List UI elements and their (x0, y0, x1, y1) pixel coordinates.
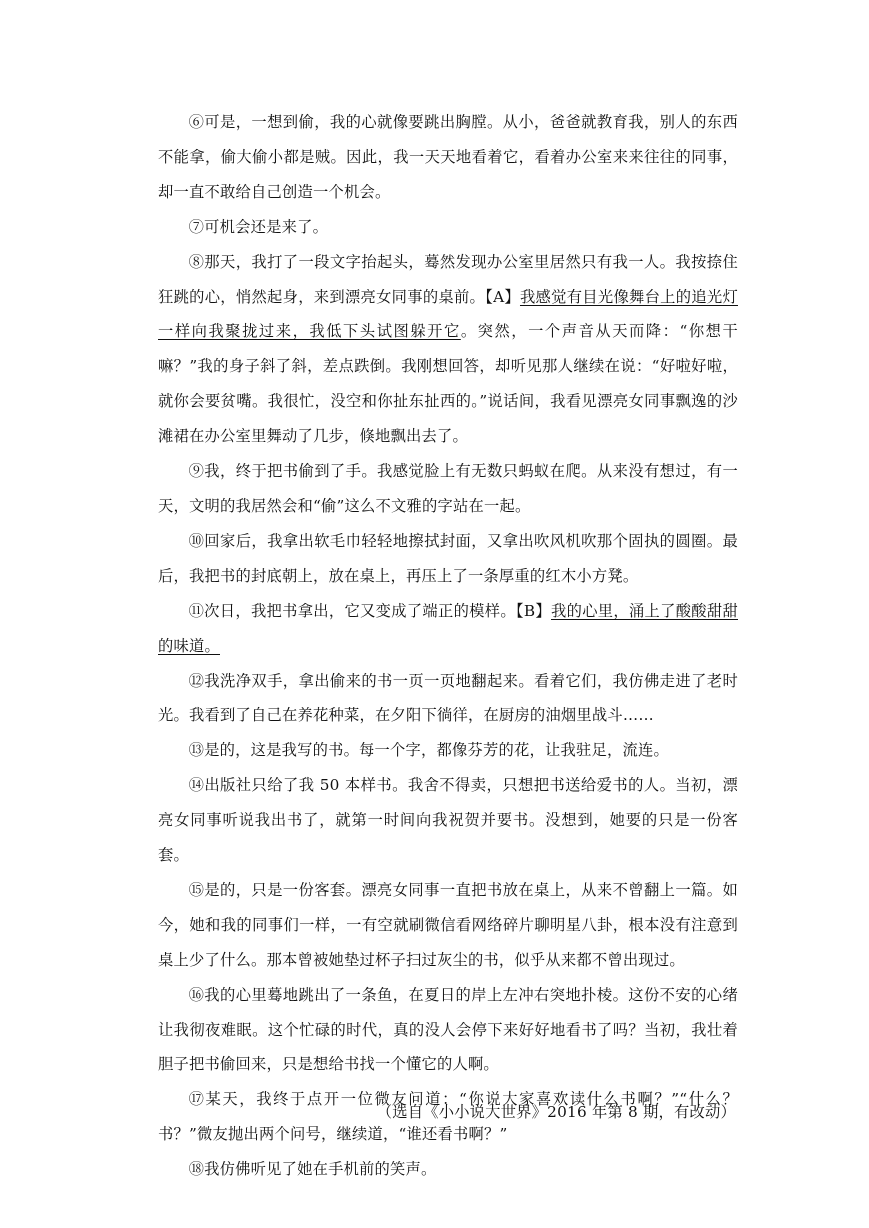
text-segment: ⑭出版社只给了我 50 本样书。我舍不得卖，只想把书送给爱书的人。当初，漂亮女同事听说我出书了，就第一时间向我祝贺并要书。没想到，她要的只是一份客套。 (158, 776, 738, 865)
article-body (158, 105, 738, 1187)
text-segment: 。突然，一个声音从天而降：“你想干嘛？”我的身子斜了斜，差点跌倒。我刚想回答，却听见那人继续在说：“好啦好啦，就你会要贫嘴。我很忙，没空和你扯东扯西的。”说话间，我看见漂亮女同事飘逸的沙滩裙在办公室里舞动了几步，倏地飘出去了。 (158, 322, 738, 446)
paragraph (158, 454, 738, 524)
text-segment: ⑥可是，一想到偷，我的心就像要跳出胸膛。从小，爸爸就教育我，别人的东西不能拿，偷大偷小都是贼。因此，我一天天地看着它，看着办公室来来往往的同事，却一直不敢给自己创造一个机会。 (158, 113, 738, 201)
paragraph (158, 733, 738, 768)
text-segment: ⑪次日，我把书拿出，它又变成了端正的模样。【B】 (188, 601, 552, 620)
paragraph (158, 594, 738, 664)
underlined-sentence: 我感觉有目光像舞台上的追光灯一样向我聚拢过来，我低下头试图躲开它 (158, 287, 738, 341)
paragraph (158, 873, 738, 978)
paragraph (158, 768, 738, 873)
text-segment: ⑱我仿佛听见了她在手机前的笑声。 (188, 1160, 437, 1179)
paragraph (158, 1152, 738, 1187)
text-segment: ⑧那天，我打了一段文字抬起头，蓦然发现办公室里居然只有我一人。我按捺住狂跳的心，悄然起身，来到漂亮女同事的桌前。【A】 (158, 252, 738, 306)
underlined-sentence: 我的心里，涌上了酸酸甜甜的味道。 (158, 601, 738, 655)
text-segment: ⑬是的，这是我写的书。每一个字，都像芬芳的花，让我驻足，流连。 (188, 741, 669, 760)
text-segment: ⑨我，终于把书偷到了手。我感觉脸上有无数只蚂蚁在爬。从来没有想过，有一天，文明的我居然会和“偷”这么不文雅的字站在一起。 (158, 462, 738, 515)
text-segment: ⑯我的心里蓦地跳出了一条鱼，在夏日的岸上左冲右突地扑棱。这份不安的心绪让我彻夜难眠。这个忙碌的时代，真的没人会停下来好好地看书了吗？当初，我壮着胆子把书偷回来，只是想给书找一个懂它的人啊。 (158, 985, 738, 1074)
paragraph (158, 210, 738, 245)
text-segment: ⑮是的，只是一份客套。漂亮女同事一直把书放在桌上，从来不曾翻上一篇。如今，她和我的同事们一样，一有空就刷微信看网络碎片聊明星八卦，根本没有注意到桌上少了什么。那本曾被她垫过杯子扫过灰尘的书，似乎从来都不曾出现过。 (158, 880, 738, 969)
paragraph (158, 524, 738, 594)
text-segment: ⑦可机会还是来了。 (188, 217, 329, 236)
text-segment: ⑰某天，我终于点开一位微友问道：“你说大家喜欢读什么书啊？”“什么？书？”微友抛出两个问号，继续道，“谁还看书啊？” (158, 1090, 738, 1144)
paragraph (158, 105, 738, 210)
source-citation: （选自《小小说大世界》2016 年第 8 期，有改动） (376, 1103, 736, 1121)
text-segment: ⑩回家后，我拿出软毛巾轻轻地擦拭封面，又拿出吹风机吹那个固执的圆圈。最后，我把书的封底朝上，放在桌上，再压上了一条厚重的红木小方凳。 (158, 531, 738, 585)
text-segment: ⑫我洗净双手，拿出偷来的书一页一页地翻起来。看着它们，我仿佛走进了老时光。我看到了自己在养花种菜，在夕阳下徜徉，在厨房的油烟里战斗…… (158, 671, 738, 725)
paragraph (158, 664, 738, 734)
paragraph (158, 978, 738, 1083)
paragraph (158, 245, 738, 454)
